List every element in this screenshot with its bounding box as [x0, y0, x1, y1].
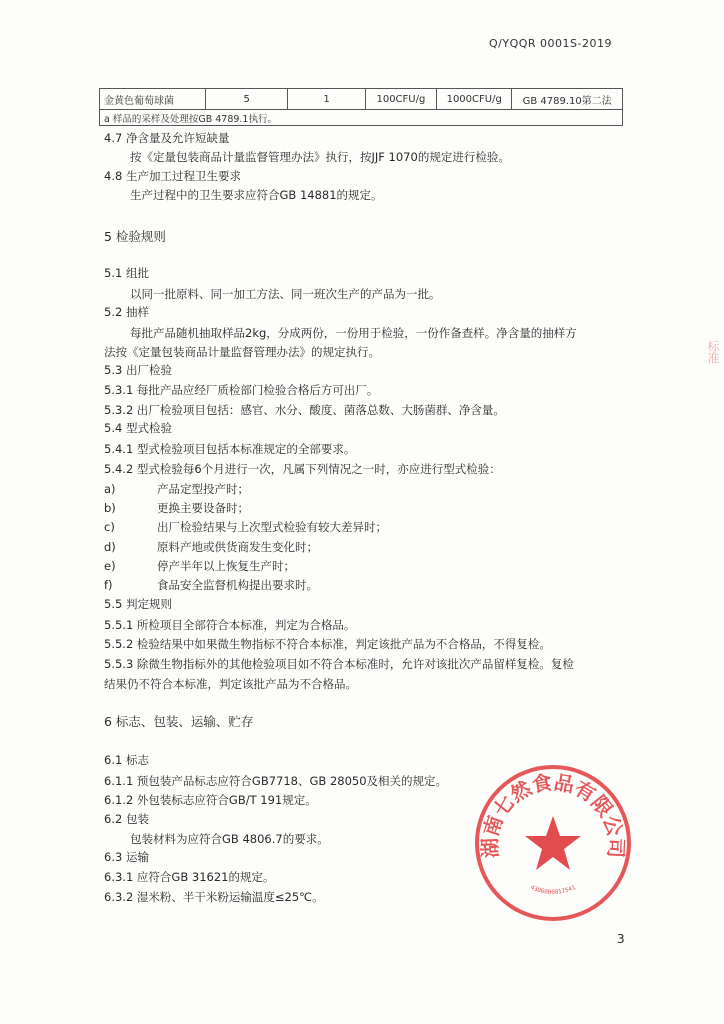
table-cell: GB 4789.10第二法 — [512, 89, 623, 110]
table-cell: 100CFU/g — [365, 89, 436, 110]
section-5-3-title: 5.3 出厂检验 — [104, 363, 172, 377]
section-5-4-1: 5.4.1 型式检验项目包括本标准规定的全部要求。 — [104, 442, 356, 456]
list-label-f: f) — [104, 578, 113, 592]
section-6-2-title: 6.2 包装 — [104, 812, 149, 826]
section-5-5-title: 5.5 判定规则 — [104, 597, 172, 611]
section-5-5-1: 5.5.1 所检项目全部符合本标准，判定为合格品。 — [104, 618, 356, 632]
company-seal — [470, 760, 636, 926]
list-label-c: c) — [104, 520, 115, 534]
section-5-4-title: 5.4 型式检验 — [104, 421, 172, 435]
list-label-e: e) — [104, 559, 116, 573]
edge-stamp-mark: 标准 — [706, 340, 720, 364]
section-5-3-1: 5.3.1 每批产品应经厂质检部门检验合格后方可出厂。 — [104, 383, 379, 397]
table-cell: 1 — [288, 89, 366, 110]
section-5-2-text2: 法按《定量包装商品计量监督管理办法》的规定执行。 — [104, 345, 380, 359]
section-5-1-text: 以同一批原料、同一加工方法、同一班次生产的产品为一批。 — [130, 287, 441, 301]
section-6-1-title: 6.1 标志 — [104, 753, 149, 767]
section-5-5-3b: 结果仍不符合本标准，判定该批产品为不合格品。 — [104, 677, 357, 691]
table-cell: 5 — [206, 89, 288, 110]
section-6-1-2: 6.1.2 外包装标志应符合GB/T 191规定。 — [104, 793, 317, 807]
section-5-title: 5 检验规则 — [104, 229, 166, 244]
seal-code: 4306000017541 — [529, 884, 577, 896]
table-row — [100, 89, 623, 110]
section-5-5-3a: 5.5.3 除微生物指标外的其他检验项目如不符合本标准时，允许对该批次产品留样复检。复检 — [104, 657, 574, 671]
section-4-7-text: 按《定量包装商品计量监督管理办法》执行，按JJF 1070的规定进行检验。 — [130, 150, 510, 164]
section-6-title: 6 标志、包装、运输、贮存 — [104, 714, 254, 729]
list-item-c: 出厂检验结果与上次型式检验有较大差异时； — [157, 520, 387, 534]
section-4-8-title: 4.8 生产加工过程卫生要求 — [104, 169, 241, 183]
list-item-b: 更换主要设备时； — [157, 501, 249, 515]
section-6-3-1: 6.3.1 应符合GB 31621的规定。 — [104, 870, 275, 884]
table-note: a 样品的采样及处理按GB 4789.1执行。 — [100, 110, 623, 126]
section-5-2-title: 5.2 抽样 — [104, 305, 149, 319]
section-5-3-2: 5.3.2 出厂检验项目包括：感官、水分、酸度、菌落总数、大肠菌群、净含量。 — [104, 403, 505, 417]
section-6-2-text: 包装材料为应符合GB 4806.7的要求。 — [130, 832, 329, 846]
doc-code: Q/YQQR 0001S-2019 — [489, 37, 612, 50]
section-5-5-2: 5.5.2 检验结果中如果微生物指标不符合本标准，判定该批产品为不合格品，不得复检。 — [104, 637, 551, 651]
seal-company-name: 湖南七然食品有限公司 — [477, 769, 629, 859]
microbiology-table — [99, 88, 623, 126]
list-item-f: 食品安全监督机构提出要求时。 — [157, 578, 318, 592]
section-5-2-text1: 每批产品随机抽取样品2kg，分成两份，一份用于检验，一份作备查样。净含量的抽样方 — [130, 326, 577, 340]
section-6-3-2: 6.3.2 湿米粉、半干米粉运输温度≤25℃。 — [104, 890, 324, 904]
table-cell: 金黄色葡萄球菌 — [100, 89, 206, 110]
section-5-1-title: 5.1 组批 — [104, 266, 149, 280]
page-number: 3 — [617, 932, 625, 946]
table-note-row — [100, 110, 623, 126]
section-5-4-2: 5.4.2 型式检验每6个月进行一次，凡属下列情况之一时，亦应进行型式检验： — [104, 462, 501, 476]
section-4-8-text: 生产过程中的卫生要求应符合GB 14881的规定。 — [130, 188, 383, 202]
seal-star-icon — [525, 816, 581, 870]
section-4-7-title: 4.7 净含量及允许短缺量 — [104, 131, 230, 145]
table-cell: 1000CFU/g — [436, 89, 511, 110]
list-item-d: 原料产地或供货商发生变化时； — [157, 540, 318, 554]
list-label-d: d) — [104, 540, 116, 554]
list-label-a: a) — [104, 482, 116, 496]
section-6-3-title: 6.3 运输 — [104, 850, 149, 864]
section-6-1-1: 6.1.1 预包装产品标志应符合GB7718、GB 28050及相关的规定。 — [104, 774, 448, 788]
list-label-b: b) — [104, 501, 116, 515]
list-item-e: 停产半年以上恢复生产时； — [157, 559, 295, 573]
list-item-a: 产品定型投产时； — [157, 482, 249, 496]
